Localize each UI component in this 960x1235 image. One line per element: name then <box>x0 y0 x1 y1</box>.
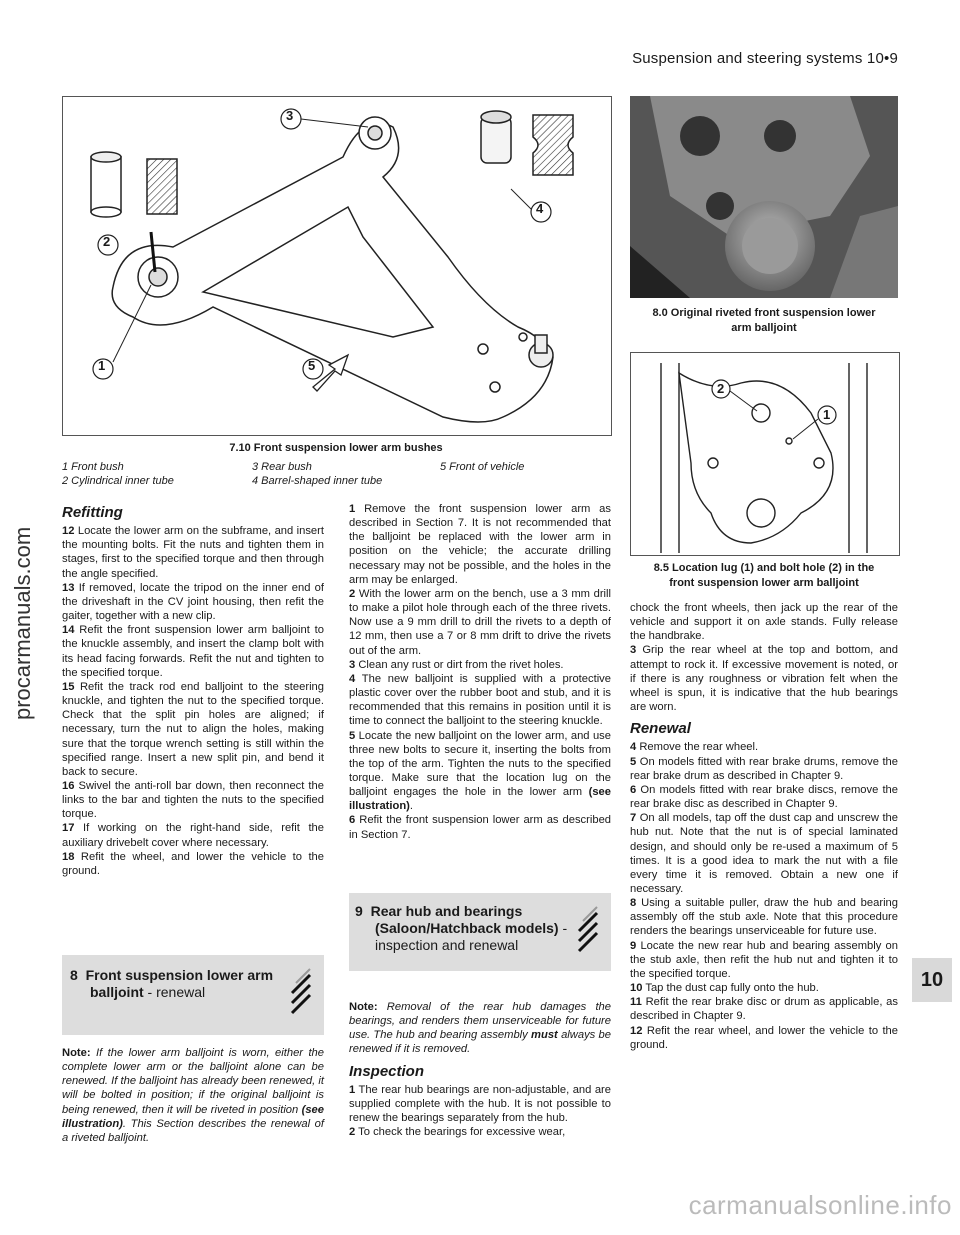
column-1 <box>62 498 324 878</box>
paragraph <box>630 755 898 783</box>
difficulty-spanner-icon <box>575 901 603 957</box>
step-text: Refit the rear wheel, and lower the vehicle to the ground. <box>630 1024 898 1051</box>
section-title-line: inspection and renewal <box>375 937 519 953</box>
step-number: 6 <box>349 814 356 827</box>
page-header: Suspension and steering systems 10•9 <box>632 50 898 67</box>
step-text: Remove the front suspension lower arm as described in Section 7. It is not recommended that the balljoint be replaced with the lower arm in position on the vehicle; the accurate drilling necessary may not be possible, and the holes in the arm may be enlarged. <box>349 503 611 586</box>
section-8-title <box>70 967 280 1001</box>
paragraph <box>349 1125 611 1139</box>
paragraph <box>349 672 611 729</box>
paragraph <box>630 981 898 995</box>
step-number: 1 <box>349 1083 356 1096</box>
legend-item: 5 Front of vehicle <box>440 461 525 473</box>
step-number: 3 <box>630 644 637 657</box>
callout-1: 1 <box>98 358 106 373</box>
paragraph <box>630 740 898 754</box>
step-text: If working on the right-hand side, refit the auxiliary drivebelt cover where necessary. <box>62 822 325 849</box>
note-label: Note: <box>349 1001 378 1013</box>
legend-item: 1 Front bush <box>62 461 124 473</box>
section-title-rest: - renewal <box>143 984 206 1000</box>
note-emphasis: must <box>531 1029 558 1042</box>
figure-7-10 <box>62 96 612 436</box>
section-title-bold: (Saloon/Hatchback models) <box>375 920 559 936</box>
caption-line: 8.0 Original riveted front suspension lower <box>652 307 876 319</box>
caption-line: front suspension lower arm balljoint <box>669 577 859 589</box>
note-text: If the lower arm balljoint is worn, either the complete lower arm or the balljoint alone can be renewed. If the balljoint has already been renewed, it will be bolted in position; if the original balljoint is being renewed, then it will be riveted in position <box>62 1047 324 1116</box>
step-number: 12 <box>630 1024 643 1037</box>
illustration-reference: (see illustration) <box>349 786 611 813</box>
caption-line: 8.5 Location lug (1) and bolt hole (2) in the <box>653 562 875 574</box>
step-text: Remove the rear wheel. <box>639 741 759 754</box>
callout-4: 4 <box>536 201 544 216</box>
callout-2: 2 <box>717 381 725 396</box>
column-2-lower <box>349 1000 611 1139</box>
step-text: Grip the rear wheel at the top and bottom, and attempt to rock it. If excessive movement is noted, or if there is any roughness or vibration felt when the wheel is spun, it is indicative that the hub bearings are worn. <box>630 644 898 714</box>
paragraph <box>630 811 898 896</box>
step-number: 15 <box>62 680 75 693</box>
step-number: 16 <box>62 779 75 792</box>
step-number: 11 <box>630 996 642 1009</box>
side-watermark[interactable]: procarmanuals.com <box>10 526 35 720</box>
column-3 <box>630 601 898 1052</box>
figure-8-0-photo <box>630 96 898 298</box>
step-text: Locate the new rear hub and bearing assembly on the stub axle, then refit the hub nut and tighten it to the specified torque. <box>630 939 899 980</box>
figure-8-0-caption <box>630 306 898 336</box>
section-9-box <box>349 893 611 971</box>
note-reference: (see illustration) <box>62 1103 324 1130</box>
heading-inspection: Inspection <box>349 1062 425 1080</box>
section-title-line: Rear hub and bearings <box>370 903 523 919</box>
section-9-title <box>355 903 575 954</box>
step-number: 8 <box>630 897 637 910</box>
caption-line: arm balljoint <box>731 322 797 334</box>
step-number: 2 <box>349 587 356 600</box>
step-text: Clean any rust or dirt from the rivet holes. <box>358 658 564 671</box>
step-number: 18 <box>62 850 75 863</box>
figure-7-10-legend <box>62 460 610 488</box>
note-label: Note: <box>62 1047 91 1059</box>
paragraph <box>630 939 898 981</box>
step-number: 14 <box>62 624 75 637</box>
paragraph <box>349 1083 611 1125</box>
section-8-note <box>62 1046 324 1145</box>
step-text: The new balljoint is supplied with a protective plastic cover over the rubber boot and stub, and it is recommended that this remains in position until it is time to connect the balljoint to the steering knuckle. <box>349 672 611 728</box>
legend-item: 2 Cylindrical inner tube <box>62 475 174 487</box>
step-text: Using a suitable puller, draw the hub and bearing assembly off the stub axle. Note that this procedure renders the bearings unserviceable for future use. <box>630 897 899 938</box>
paragraph <box>62 623 324 680</box>
step-number: 10 <box>630 982 643 995</box>
step-text: Locate the new balljoint on the lower arm, and use three new bolts to secure it, inserting the bolts from the top of the arm. Tighten the nuts to the specified torque. Make sure that the location lug on the balljoint engages the hole in the lower arm <box>349 729 611 799</box>
paragraph <box>630 1024 898 1052</box>
balljoint-photo <box>630 96 898 298</box>
step-text: Refit the track rod end balljoint to the steering knuckle, and tighten the nut to the specified torque. Check that the split pin holes are aligned; if necessary, turn the nut to align the holes, making sure that the torque wrench setting is still within the specified range. Insert a new split pin, and bend it back to secure. <box>62 680 325 778</box>
paragraph <box>630 995 898 1023</box>
step-text: Swivel the anti-roll bar down, then reconnect the links to the bar and tighten the nuts to the specified torque. <box>62 779 324 821</box>
step-text: With the lower arm on the bench, use a 3 mm drill to make a pilot hole through each of the three rivets. Now use a 9 mm drill to drill the rivets to a depth of 12 mm, then use a 7 or 8 mm drift to drive the rivets out of the arm. <box>349 587 612 657</box>
difficulty-spanner-icon <box>288 963 316 1019</box>
step-text: On models fitted with rear brake discs, remove the rear brake disc as described in Chapter 9. <box>630 783 899 811</box>
step-number: 4 <box>349 672 356 685</box>
paragraph <box>630 783 898 811</box>
step-number: 3 <box>349 658 356 671</box>
step-number: 5 <box>630 755 637 768</box>
step-text: Refit the front suspension lower arm balljoint to the knuckle assembly, and insert the clamp bolt with its head facing forwards. Refit the nut and tighten to the specified torque. <box>62 624 324 679</box>
paragraph <box>349 658 611 672</box>
step-text: Refit the rear brake disc or drum as applicable, as described in Chapter 9. <box>630 996 898 1023</box>
step-text: Tap the dust cap fully onto the hub. <box>645 982 819 995</box>
heading-renewal: Renewal <box>630 720 691 738</box>
paragraph: chock the front wheels, then jack up the rear of the vehicle and support it on axle stands. Fully release the handbrake. <box>630 602 898 643</box>
step-number: 5 <box>349 729 356 742</box>
note-text-end: always be renewed if it is removed. <box>349 1029 611 1056</box>
step-text: On models fitted with rear brake drums, remove the rear brake drum as described in Chapter 9. <box>630 755 899 782</box>
section-title-rest: - <box>558 920 568 936</box>
step-text: To check the bearings for excessive wear, <box>358 1126 566 1139</box>
paragraph <box>62 581 324 623</box>
step-text: On all models, tap off the dust cap and unscrew the hub nut. Note that the nut is of special laminated design, and should only be re-used a maximum of 5 times. It is a good idea to mark the nut with a file every time it is removed. Obtain a new one if necessary. <box>630 812 898 895</box>
note-text: Removal of the rear hub damages the bearings, and renders them unserviceable for future use. The hub and bearing assembly <box>349 1001 611 1042</box>
step-number: 2 <box>349 1126 356 1139</box>
callout-3: 3 <box>286 108 294 123</box>
step-number: 9 <box>630 939 637 952</box>
callout-1: 1 <box>823 407 831 422</box>
step-text: Refit the wheel, and lower the vehicle to the ground. <box>62 850 325 877</box>
step-number: 7 <box>630 812 637 825</box>
figure-8-5-caption <box>630 561 898 591</box>
paragraph <box>62 779 324 821</box>
section-8-box <box>62 955 324 1035</box>
step-number: 6 <box>630 783 637 796</box>
figure-8-5 <box>630 352 900 556</box>
paragraph <box>349 813 611 841</box>
paragraph <box>62 680 324 779</box>
figure-7-10-caption: 7.10 Front suspension lower arm bushes <box>229 442 443 454</box>
callout-5: 5 <box>308 358 316 373</box>
paragraph <box>349 729 611 814</box>
paragraph <box>349 587 611 658</box>
step-text: The rear hub bearings are non-adjustable, and are supplied complete with the hub. It is not possible to renew the bearings separately from the hub. <box>349 1083 611 1125</box>
lug-diagram <box>631 353 899 555</box>
paragraph <box>630 896 898 938</box>
step-number: 17 <box>62 822 75 835</box>
section-number: 9 <box>355 903 363 919</box>
step-number: 4 <box>630 741 637 754</box>
paragraph <box>62 524 324 581</box>
section-title-line: Front suspension lower arm <box>85 967 274 983</box>
paragraph <box>349 502 611 587</box>
heading-refitting: Refitting <box>62 504 123 521</box>
legend-item: 4 Barrel-shaped inner tube <box>252 475 383 487</box>
column-2 <box>349 502 611 842</box>
lower-arm-bushes-drawing <box>63 97 611 435</box>
chapter-tab: 10 <box>912 958 952 1002</box>
section-title-bold: balljoint <box>90 984 144 1000</box>
callout-2: 2 <box>103 234 111 249</box>
step-number: 13 <box>62 581 75 594</box>
legend-item: 3 Rear bush <box>252 461 312 473</box>
paragraph <box>630 643 898 714</box>
step-text-end: . <box>409 800 414 813</box>
paragraph <box>62 850 324 878</box>
paragraph <box>62 821 324 849</box>
section-9-note <box>349 1000 611 1057</box>
footer-watermark[interactable]: carmanualsonline.info <box>688 1190 952 1220</box>
step-text: Locate the lower arm on the subframe, and insert the mounting bolts. Fit the nuts and tighten them in stages, first to the specified torque and then through the angle specified. <box>62 525 324 580</box>
step-text: Refit the front suspension lower arm as described in Section 7. <box>349 814 612 841</box>
step-number: 1 <box>349 503 356 515</box>
step-number: 12 <box>62 525 75 538</box>
section-number: 8 <box>70 967 78 983</box>
step-text: If removed, locate the tripod on the inner end of the driveshaft in the CV joint housing, then refit the gaiter, together with a new clip. <box>62 581 324 623</box>
note-text-end: . This Section describes the renewal of a riveted balljoint. <box>62 1117 324 1144</box>
